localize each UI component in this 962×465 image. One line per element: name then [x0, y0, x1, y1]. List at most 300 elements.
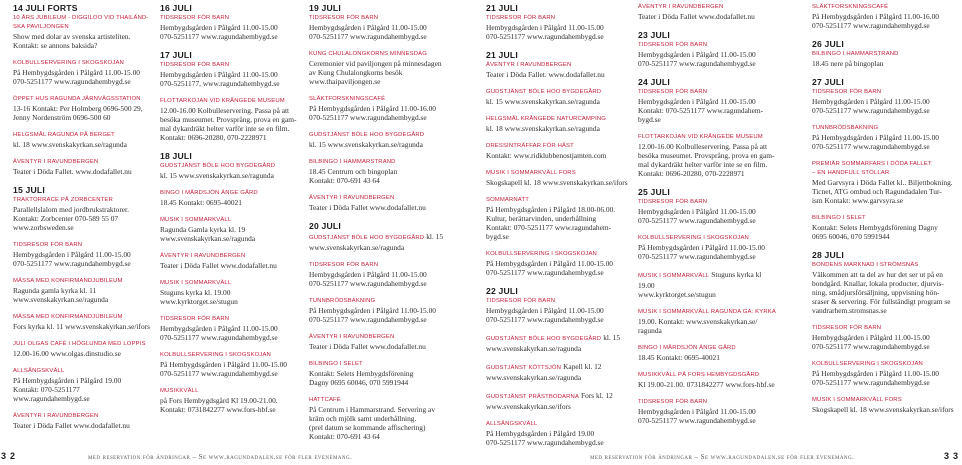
event-detail-line: Kontakt: 0696-20280, 070-2228971	[638, 169, 745, 178]
event-detail-line: Teater i Döda Fallet. www.dodafallet.nu	[13, 167, 132, 176]
event-entry	[13, 340, 159, 358]
event-title-text: TIDSRESOR FÖR BARN	[160, 316, 230, 322]
event-title	[13, 59, 159, 68]
event-detail-line: På Hembygdsgården i Pålgård 18.00-06.00.	[486, 205, 616, 214]
event-title-text: GUDSTJÄNST BÖLE HOO BYGDEGÅRD	[486, 89, 602, 95]
event-entry	[13, 95, 159, 122]
event-detail-line: 070-5251177 www.ragundahembygd.se	[13, 77, 131, 86]
event-detail-line: På Hembygdsgården i Pålgård 11.00-15.00	[160, 360, 287, 369]
event-title-text: ÄVENTYR I RAVUNDBERGEN	[486, 62, 572, 68]
event-entry	[160, 189, 306, 207]
event-detail-line: Hembygdsgården i Pålgård 11.00-15.00	[160, 324, 278, 333]
event-entry	[812, 3, 958, 30]
event-title	[812, 261, 958, 270]
event-title-text: KOLBULLSERVERING I SKOGSKOJAN	[13, 60, 124, 66]
event-detail-line: 070-5251177 www.ragundahembygd.se	[309, 113, 427, 122]
event-detail-line: Jenny Nordenström 0696-500 60	[13, 113, 111, 122]
event-detail-line: Ticnet, ATG ombud och Ragundadalen Tur-	[812, 187, 942, 196]
event-detail-line: Kontakt: 0696-20280, 070-2228971	[160, 133, 267, 142]
event-title-text: TIDSRESOR FÖR BARN	[638, 399, 708, 405]
event-title-text: TUNNBRÖDSBAKNING	[812, 125, 879, 131]
event-title	[160, 216, 306, 225]
event-title	[160, 387, 306, 396]
date-heading: 16 JULI	[160, 3, 192, 13]
event-title-text: SLÄKTFORSKNINGSCAFÉ	[812, 4, 889, 10]
event-entry	[486, 250, 632, 277]
event-title	[812, 50, 958, 59]
event-title	[638, 88, 784, 97]
event-title-text: BILBINGO I SELET	[812, 215, 866, 221]
event-title	[309, 360, 455, 369]
event-title	[638, 234, 784, 243]
event-entry	[638, 234, 784, 261]
event-entry	[486, 14, 632, 41]
event-detail-line: Skogskapell kl. 18 www.svenskakyrkan.se/ifors	[812, 405, 954, 414]
event-title	[13, 241, 159, 250]
event-detail-line: Kl 19.00-21.00. 0731842277 www.fors-hbf.se	[638, 380, 775, 389]
event-detail-line: www.svenskakyrkan.se/ragunda	[160, 234, 256, 243]
event-title-text: MUSIK I SOMMARKVÄLL	[160, 280, 232, 286]
event-detail-line: Hembygdsgården i Pålgård 11.00-15.00	[309, 23, 427, 32]
event-title-text: MUSIK I SOMMARKVÄLL FORS	[812, 397, 902, 403]
event-detail-line: Hembygdsgården i Pålgård 11.00-15.00	[638, 97, 756, 106]
event-title	[486, 196, 632, 205]
date-heading: 25 JULI	[638, 187, 670, 197]
event-detail-line: Kontakt: Zorbcenter 070-589 55 07	[13, 214, 119, 223]
event-title	[638, 371, 784, 380]
event-title-text: BILBINGO I HAMMARSTRAND	[309, 159, 396, 165]
event-title-text: MUSIK I SOMMARKVÄLL RAGUNDA GA: KYRKA	[638, 309, 776, 315]
event-title-text: ÄVENTYR I RAVUNDBERGEN	[309, 334, 395, 340]
event-entry	[812, 396, 958, 414]
event-title	[486, 61, 632, 70]
event-detail-line: Hembygdsgården i Pålgård 11.00-15.00	[309, 270, 427, 279]
event-entry	[638, 88, 784, 124]
event-title	[13, 158, 159, 167]
event-entry	[160, 387, 306, 414]
event-detail-line: På Hembygdsgården i Pålgård 11.00-15.00	[812, 133, 939, 142]
event-detail-line: kl. 15 www.svenskakyrkan.se/ragunda	[309, 140, 423, 149]
date-heading: 18 JULI	[160, 151, 192, 161]
event-detail-line: 070-5251177 www.ragundahembygd.se	[160, 333, 278, 342]
event-title	[638, 41, 784, 50]
event-detail-line: sraser & servering. För fullständigt program se	[812, 297, 951, 306]
event-detail-line: på Fors Hembygdsgård Kl 19.00-21.00.	[160, 396, 278, 405]
event-entry	[160, 351, 306, 378]
event-title-text: 10 ÅRS JUBILEUM - DIGGILOO VID THAILÄND-	[13, 15, 149, 21]
event-title	[812, 360, 958, 369]
event-detail-line: Hembygdsgården i Pålgård 11.00-15.00	[13, 250, 131, 259]
event-title	[486, 142, 632, 151]
event-detail-line: kl. 18 www.svenskakyrkan.se/ragunda	[486, 124, 600, 133]
event-title	[309, 131, 455, 140]
event-detail-line: bygd.se	[486, 232, 509, 241]
event-detail-line: 070-5251177 www.ragundahembygd.se	[638, 416, 756, 425]
event-detail-line: Teater i Döda Fallet www.dodafallet.nu	[309, 203, 426, 212]
event-title-text: TIDSRESOR FÖR BARN	[638, 89, 708, 95]
event-title-text: ÄVENTYR I RAVUNDBERGEN	[309, 195, 395, 201]
date-heading: 22 JULI	[486, 286, 518, 296]
event-title-text: ÄVENTYR I RAVUNDBERGEN	[13, 159, 99, 165]
event-detail-line: 070-5251177 www.ragundahembygd.se	[160, 369, 278, 378]
event-detail-line: 070-5251177, www.ragundahembygd.se	[160, 79, 280, 88]
event-title-detail: Kapell kl. 12	[563, 362, 602, 371]
event-title	[486, 297, 632, 306]
event-title-text: BINGO I MÅRDSJÖN ÄNGE GÅRD	[160, 190, 258, 196]
event-title	[812, 88, 958, 97]
event-detail-line: Kontakt: se annons baksida?	[13, 41, 98, 50]
event-title	[638, 198, 784, 207]
event-title	[486, 391, 632, 402]
event-entry	[13, 367, 159, 403]
event-title-detail: kl. 15	[426, 232, 444, 241]
event-title-text: ÖPPET HUS RAGUNDA JÄRNVÄGSSTATION	[13, 96, 141, 102]
event-title-text: DRESSINTRÄFFAR FÖR HÄST	[486, 143, 574, 149]
event-detail-line: På Hembygdsgården i Pålgård 11.00-15.00	[486, 259, 613, 268]
event-title	[13, 412, 159, 421]
event-detail-line: Teater i Döda Fallet www.dodafallet.nu	[160, 261, 277, 270]
event-title	[309, 50, 455, 59]
event-title-text: ÄVENTYR I RAVUNDBERGEN	[13, 413, 99, 419]
event-detail-line: (prel datum se kommande affischering)	[309, 423, 426, 432]
event-detail-line: Hembygdsgården i Pålgård 11.00-15.00	[638, 50, 756, 59]
event-detail-line: Teater i Döda Fallet www.dodafallet.nu	[13, 421, 130, 430]
event-entry	[309, 333, 455, 351]
event-title	[486, 250, 632, 259]
event-detail-line: kl. 15 www.svenskakyrkan.se/ragunda	[160, 171, 274, 180]
event-title-text: BINGO I MÅRDSJÖN ÄNGE GÅRD	[638, 345, 736, 351]
event-detail-line: 070-5251177 www.ragundahembygd.se	[160, 32, 278, 41]
event-detail-line: 070-5251177 www.ragundahembygd.se	[486, 315, 604, 324]
event-detail-line: På Hembygdsgården i Pålgård 11.00-15.00	[812, 369, 939, 378]
event-entry	[486, 333, 632, 353]
event-title	[812, 396, 958, 405]
event-title-text: GUDSTJÄNST PRÄSTBODARNA	[486, 394, 580, 400]
event-entry	[309, 194, 455, 212]
event-detail-line: 19.00. Kontakt: www.svenskakyrkan.se/	[638, 317, 758, 326]
event-title	[13, 313, 159, 322]
event-title-text: HELGSMÅL KRÅNGEDE NATURCAMPING	[486, 116, 607, 122]
event-entry	[13, 241, 159, 268]
event-entry	[160, 61, 306, 88]
event-detail-line: Kontakt: 0731842277 www.fors-hbf.se	[160, 405, 276, 414]
event-title	[160, 252, 306, 261]
event-detail-line: Dagny 0695 60046, 070 5991944	[309, 378, 409, 387]
event-title	[160, 14, 306, 23]
event-detail-line: 070-5251177 www.ragundahembygd.se	[812, 21, 930, 30]
event-entry	[638, 344, 784, 362]
event-title	[812, 169, 958, 178]
event-detail-line: 070-5251177 www.ragundahembygd.se	[13, 259, 131, 268]
event-entry	[486, 169, 632, 187]
event-title-detail: kl. 15	[603, 333, 621, 342]
event-entry	[160, 162, 306, 180]
event-detail-line: 18.45 Kontakt: 0695-40021	[160, 198, 242, 207]
event-entry	[486, 420, 632, 447]
event-detail-line: Hembygdsgården i Pålgård 11.00-15.00	[812, 97, 930, 106]
event-title	[638, 308, 784, 317]
event-entry	[160, 216, 306, 243]
event-title	[486, 362, 632, 373]
event-entry	[309, 50, 455, 86]
event-detail-line: 070-5251177 www.ragundahembygd.se	[309, 32, 427, 41]
date-heading: 23 JULI	[638, 30, 670, 40]
event-title-text: ÄVENTYR I RAVUNDBERGEN	[160, 253, 246, 259]
event-title-text: FLOTTARKOJAN VID KRÅNGEDE MUSEUM	[160, 98, 285, 104]
event-detail-line: Kontakt: 070-5251177 www.ragundahem-	[486, 223, 612, 232]
event-detail-line: Teater i Döda Fallet www.dodafallet.nu	[309, 342, 426, 351]
event-title	[309, 232, 455, 243]
event-title-text: HATTCAFÉ	[309, 397, 341, 403]
event-entry	[309, 360, 455, 387]
event-detail-line: Kontakt: 070-691 43 64	[309, 176, 380, 185]
event-entry	[486, 391, 632, 411]
event-entry	[638, 41, 784, 68]
event-entry	[812, 261, 958, 315]
event-title-text: SKA PAVILJONGEN	[13, 24, 69, 30]
event-title-text: MUSIK I SOMMARKVÄLL	[638, 273, 710, 279]
event-title	[13, 95, 159, 104]
event-entry	[812, 214, 958, 241]
event-title	[486, 14, 632, 23]
event-entry	[638, 371, 784, 389]
page-number-right: 33	[943, 451, 962, 461]
event-title-text: MUSIK I SOMMARKVÄLL	[160, 217, 232, 223]
date-heading: 14 JULI FORTS	[13, 3, 78, 13]
event-detail-line: 12.00-16.00 www.olgas.dinstudio.se	[13, 349, 121, 358]
date-heading: 15 JULI	[13, 185, 45, 195]
event-detail-line: www.thaipaviljongen.se	[309, 77, 381, 86]
event-detail-line: 19.00	[638, 281, 655, 290]
event-detail-line: 12.00-16.00 Kolbulleservering. Passa på att	[160, 106, 290, 115]
event-detail-line: På Hembygdsgården i Pålgård 11.00-15.00	[638, 243, 765, 252]
event-title	[812, 3, 958, 12]
column-5	[638, 3, 784, 448]
event-title	[309, 95, 455, 104]
event-entry	[638, 133, 784, 178]
event-title-text: GUDSTJÄNST KÖTTSJÖN	[486, 365, 562, 371]
events-calendar	[0, 3, 960, 448]
event-detail-line: Kontakt: 070-691 43 64	[309, 432, 380, 441]
event-title	[638, 270, 784, 281]
event-title	[160, 351, 306, 360]
event-detail-line: ragunda	[638, 326, 662, 335]
event-detail-line: 070-5251177 www.ragundahembygd.se	[638, 59, 756, 68]
event-detail-line: Kultur, berättarvinden, underhållning	[486, 214, 597, 223]
event-detail-line: 070-5251177 www.ragundahembygd.se	[309, 315, 427, 324]
event-detail-line: Ceremonier vid paviljongen på minnesdagen	[309, 59, 442, 68]
event-detail-line: Hembygdsgården i Pålgård 11.00-15.00	[486, 23, 604, 32]
event-detail-line: www.svenskakyrkan.se/ragunda	[486, 373, 582, 382]
event-detail-line: kl. 18 www.svenskakyrkan.se/ragunda	[13, 140, 127, 149]
event-title	[309, 333, 455, 342]
date-heading: 28 JULI	[812, 250, 844, 260]
event-entry	[638, 308, 784, 335]
event-entry	[812, 324, 958, 351]
event-title-text: GUDSTJÄNST BÖLE HOO BYGDEGÅRD	[309, 235, 425, 241]
event-detail-line: 070-5251177 www.ragundahembygd.se	[486, 268, 604, 277]
event-entry	[486, 88, 632, 106]
event-detail-line: Ragunda Gamla kyrka kl. 19	[160, 225, 246, 234]
event-title	[638, 3, 784, 12]
event-detail-line: Kontakt: Selets Hembygdsförening	[309, 369, 414, 378]
event-title	[160, 189, 306, 198]
date-heading: 21 JULI	[486, 50, 518, 60]
event-title	[309, 297, 455, 306]
event-title-text: GUDSTJÄNST BÖLE HOO BYGDEGÅRD	[160, 163, 276, 169]
event-title	[309, 261, 455, 270]
event-entry	[13, 313, 159, 331]
event-title	[13, 277, 159, 286]
event-detail-line: Stuguns kyrka kl. 19.00	[160, 288, 231, 297]
event-detail-line: Kontakt: 070-5251177 www.ragundahem-	[638, 106, 764, 115]
event-detail-line: 13-16 Kontakt: Per Holmberg 0696-500 29,	[13, 104, 143, 113]
event-detail-line: Hembygdsgården i Pålgård 11.00-15.00	[638, 207, 756, 216]
column-4	[486, 3, 632, 448]
event-detail-line: Hembygdsgården i Pålgård 11.00-15.00	[160, 23, 278, 32]
event-title-text: HELGSMÅL RAGUNDA PÅ BERGET	[13, 132, 115, 138]
event-detail-line: kl. 15 www.svenskakyrkan.se/ragunda	[486, 97, 600, 106]
event-entry	[309, 297, 455, 324]
date-heading: 21 JULI	[486, 3, 518, 13]
event-title	[309, 14, 455, 23]
event-entry	[486, 115, 632, 133]
event-entry	[160, 14, 306, 41]
event-detail-line: 070-5251177 www.ragundahembygd.se	[812, 142, 930, 151]
event-entry	[309, 95, 455, 122]
event-title-text: TIDSRESOR FÖR BARN	[309, 262, 379, 268]
event-title	[638, 344, 784, 353]
event-detail-line: 18.45 Kontakt: 0695-40021	[638, 353, 720, 362]
event-entry	[812, 88, 958, 115]
event-entry	[638, 198, 784, 225]
event-title	[13, 367, 159, 376]
event-detail-line: besöka museumet. Provsprång, prova en gam-	[160, 115, 297, 124]
event-detail-line: Med Garvsyra i Döda Fallet kl.. Biljettbokning.	[812, 178, 953, 187]
event-entry	[160, 279, 306, 306]
event-title	[486, 420, 632, 429]
date-heading: 17 JULI	[160, 50, 192, 60]
event-title-text: TUNNBRÖDSBAKNING	[309, 298, 376, 304]
event-title	[160, 279, 306, 288]
event-detail-line: kräm och mjölk samt underhållning.	[309, 414, 417, 423]
event-title	[160, 97, 306, 106]
event-detail-line: www.zorbsweden.se	[13, 223, 74, 232]
event-detail-line: ning, smådjursförsäljning, uppvisning hön-	[812, 288, 940, 297]
event-entry	[812, 50, 958, 68]
event-title-text: MUSIK I SOMMARKVÄLL FORS	[486, 170, 576, 176]
date-heading: 24 JULI	[638, 77, 670, 87]
event-title-text: TIDSRESOR FÖR BARN	[812, 325, 882, 331]
event-title	[160, 162, 306, 171]
event-entry	[812, 360, 958, 387]
event-title-text: GUDSTJÄNST BÖLE HOO BYGDEGÅRD	[486, 336, 602, 342]
event-entry	[13, 14, 159, 50]
event-entry	[13, 59, 159, 86]
event-detail-line: Hembygdsgården i Pålgård 11.00-15.00	[812, 333, 930, 342]
event-detail-line: Hembygdsgården i Pålgård 11.00-15.00	[160, 70, 278, 79]
event-title-text: GUDSTJÄNST BÖLE HOO BYGDEGÅRD	[309, 132, 425, 138]
event-title	[812, 124, 958, 133]
event-title-detail: Stuguns kyrka kl	[711, 270, 762, 279]
page-number-left: 32	[1, 451, 20, 461]
event-title	[812, 214, 958, 223]
event-title-text: SOMMARNATT	[486, 197, 529, 203]
event-title-text: TIDSRESOR FÖR BARN	[160, 62, 230, 68]
event-entry	[638, 270, 784, 299]
event-detail-line: På Hembygdsgården i Pålgård 11.00-16.00	[309, 104, 436, 113]
event-entry	[812, 124, 958, 151]
event-title	[13, 196, 159, 205]
date-heading: 20 JULI	[309, 221, 341, 231]
event-entry	[486, 297, 632, 324]
event-title-text: TIDSRESOR FÖR BARN	[812, 89, 882, 95]
event-title-text: ALLSÅNGSKVÄLL	[13, 368, 65, 374]
event-entry	[812, 160, 958, 205]
event-title-text: KUNG CHULALONGKORNS MINNESDAG	[309, 51, 427, 57]
event-title-text: TIDSRESOR FÖR BARN	[309, 15, 379, 21]
event-entry	[486, 61, 632, 79]
event-entry	[638, 3, 784, 21]
event-detail-line: 070-5251177 www.ragundahembygd.se	[812, 378, 930, 387]
event-title	[13, 131, 159, 140]
event-title-text: SLÄKTFORSKNINGSCAFÉ	[309, 96, 386, 102]
event-title-text: KOLBULLSERVERING I SKOGSKOJAN	[160, 352, 271, 358]
event-title	[638, 398, 784, 407]
event-title-text: BILBINGO I SELET	[309, 361, 363, 367]
event-title-text: ALLSÅNGSKVÄLL	[486, 421, 538, 427]
event-title-text: – EN HANDFULL STÖLLAR	[812, 170, 890, 176]
event-title	[13, 23, 159, 32]
event-entry	[13, 277, 159, 304]
event-title	[486, 333, 632, 344]
event-entry	[13, 196, 159, 232]
event-title-text: FLOTTARKOJAN VID KRÅNGEDE MUSEUM	[638, 134, 763, 140]
event-detail-line: mal dykardräkt helter varför inte se en film.	[638, 160, 768, 169]
column-1	[13, 3, 159, 448]
event-title	[486, 88, 632, 97]
event-detail-line: 070-5251177 www.ragundahembygd.se	[812, 106, 930, 115]
event-title-text: TRAKTORRACE PÅ ZORBCENTER	[13, 197, 113, 203]
event-detail-line: 18.45 nere på bingoplan	[812, 59, 884, 68]
event-detail-line: mal dykardräkt helter varför inte se en film.	[160, 124, 290, 133]
event-title-text: TIDSRESOR FÖR BARN	[486, 15, 556, 21]
event-title	[160, 61, 306, 70]
event-detail-line: Hembygdsgården i Pålgård 11.00-15.00	[486, 306, 604, 315]
event-entry	[309, 232, 455, 252]
event-title-text: BILBINGO I HAMMARSTRAND	[812, 51, 899, 57]
date-heading: 19 JULI	[309, 3, 341, 13]
event-detail-line: Kontakt: 070-5251177	[13, 385, 80, 394]
event-title-detail: Fors kl. 12	[581, 391, 613, 400]
event-title-text: BONDENS MARKNAD I STRÖMSNÄS	[812, 262, 919, 268]
event-detail-line: Kontakt: www.ridklubbenostjamten.com	[486, 151, 607, 160]
footer-note-right: med reservation för ändringar – Se www.ragundadalen.se för fler evenemang.	[590, 453, 855, 461]
event-detail-line: 070-5251177 www.ragundahembygd.se	[309, 279, 427, 288]
event-detail-line: vandrarhem.stromsnas.se	[812, 306, 887, 315]
event-entry	[309, 158, 455, 185]
event-title-text: KOLBULLSERVERING I SKOGSKOJAN	[486, 251, 597, 257]
event-title	[812, 324, 958, 333]
event-title-text: KOLBULLSERVERING I SKOGSKOJAN	[812, 361, 923, 367]
event-detail-line: På Hembygdsgården i Pålgård 11.00-15.00	[309, 306, 436, 315]
event-detail-line: Ragunda gamla kyrka kl. 11	[13, 286, 97, 295]
event-entry	[309, 131, 455, 149]
event-title	[309, 194, 455, 203]
event-detail-line: 070-5251177 www.ragundahembygd.se	[638, 252, 756, 261]
event-detail-line: Hembygdsgården i Pålgård 11.00-15.00	[638, 407, 756, 416]
event-title	[486, 115, 632, 124]
